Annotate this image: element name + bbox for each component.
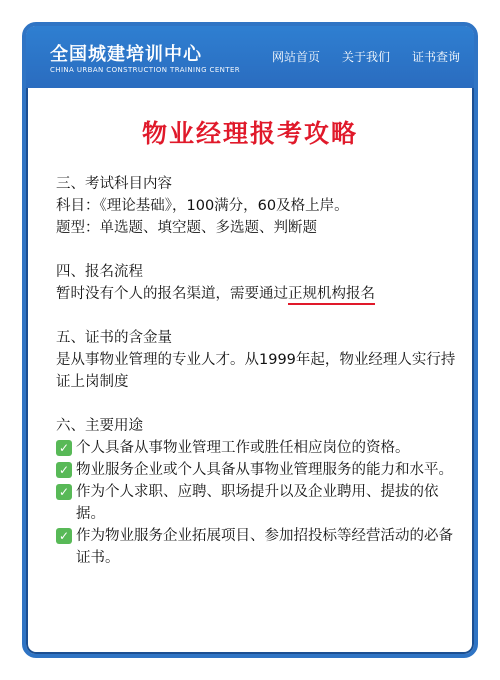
check-icon: ✓ [56, 440, 72, 456]
list-item-text: 物业服务企业或个人具备从事物业管理服务的能力和水平。 [76, 462, 453, 478]
brand-title: 全国城建培训中心 [50, 44, 202, 65]
registration-text-before: 暂时没有个人的报名渠道，需要通过 [56, 286, 288, 302]
subject-line: 科目：《理论基础》，100满分，60及格上岸。 [56, 198, 349, 214]
check-icon: ✓ [56, 528, 72, 544]
nav-about[interactable]: 关于我们 [341, 50, 390, 64]
top-nav [272, 48, 460, 65]
article-content [56, 173, 466, 591]
check-icon: ✓ [56, 462, 72, 478]
nav-certificate-query[interactable]: 证书查询 [411, 50, 460, 64]
section-registration [56, 261, 466, 305]
section-certificate-value [56, 327, 466, 393]
check-icon: ✓ [56, 484, 72, 500]
article-card [22, 22, 478, 658]
certificate-value-text: 是从事物业管理的专业人才。从1999年起，物业经理人实行持证上岗制度 [56, 352, 456, 390]
list-item-text: 个人具备从事物业管理工作或胜任相应岗位的资格。 [76, 440, 410, 456]
question-types-line: 题型：单选题、填空题、多选题、判断题 [56, 220, 317, 236]
section-heading: 四、报名流程 [56, 264, 143, 280]
page-title: 物业经理报考攻略 [141, 119, 358, 148]
list-item [56, 481, 466, 525]
section-exam-subjects [56, 173, 466, 239]
brand-subtitle: CHINA URBAN CONSTRUCTION TRAINING CENTER [50, 66, 241, 74]
section-heading: 五、证书的含金量 [56, 330, 172, 346]
list-item [56, 459, 466, 481]
list-item-text: 作为个人求职、应聘、职场提升以及企业聘用、提拔的依据。 [76, 484, 439, 522]
site-header [26, 26, 474, 88]
registration-highlight: 正规机构报名 [288, 286, 375, 305]
section-heading: 六、主要用途 [56, 418, 143, 434]
section-heading: 三、考试科目内容 [56, 176, 172, 192]
section-main-uses [56, 415, 466, 569]
nav-home[interactable]: 网站首页 [271, 50, 320, 64]
list-item-text: 作为物业服务企业拓展项目、参加招投标等经营活动的必备证书。 [76, 528, 453, 566]
registration-text [56, 283, 466, 305]
list-item [56, 525, 466, 569]
list-item [56, 437, 466, 459]
